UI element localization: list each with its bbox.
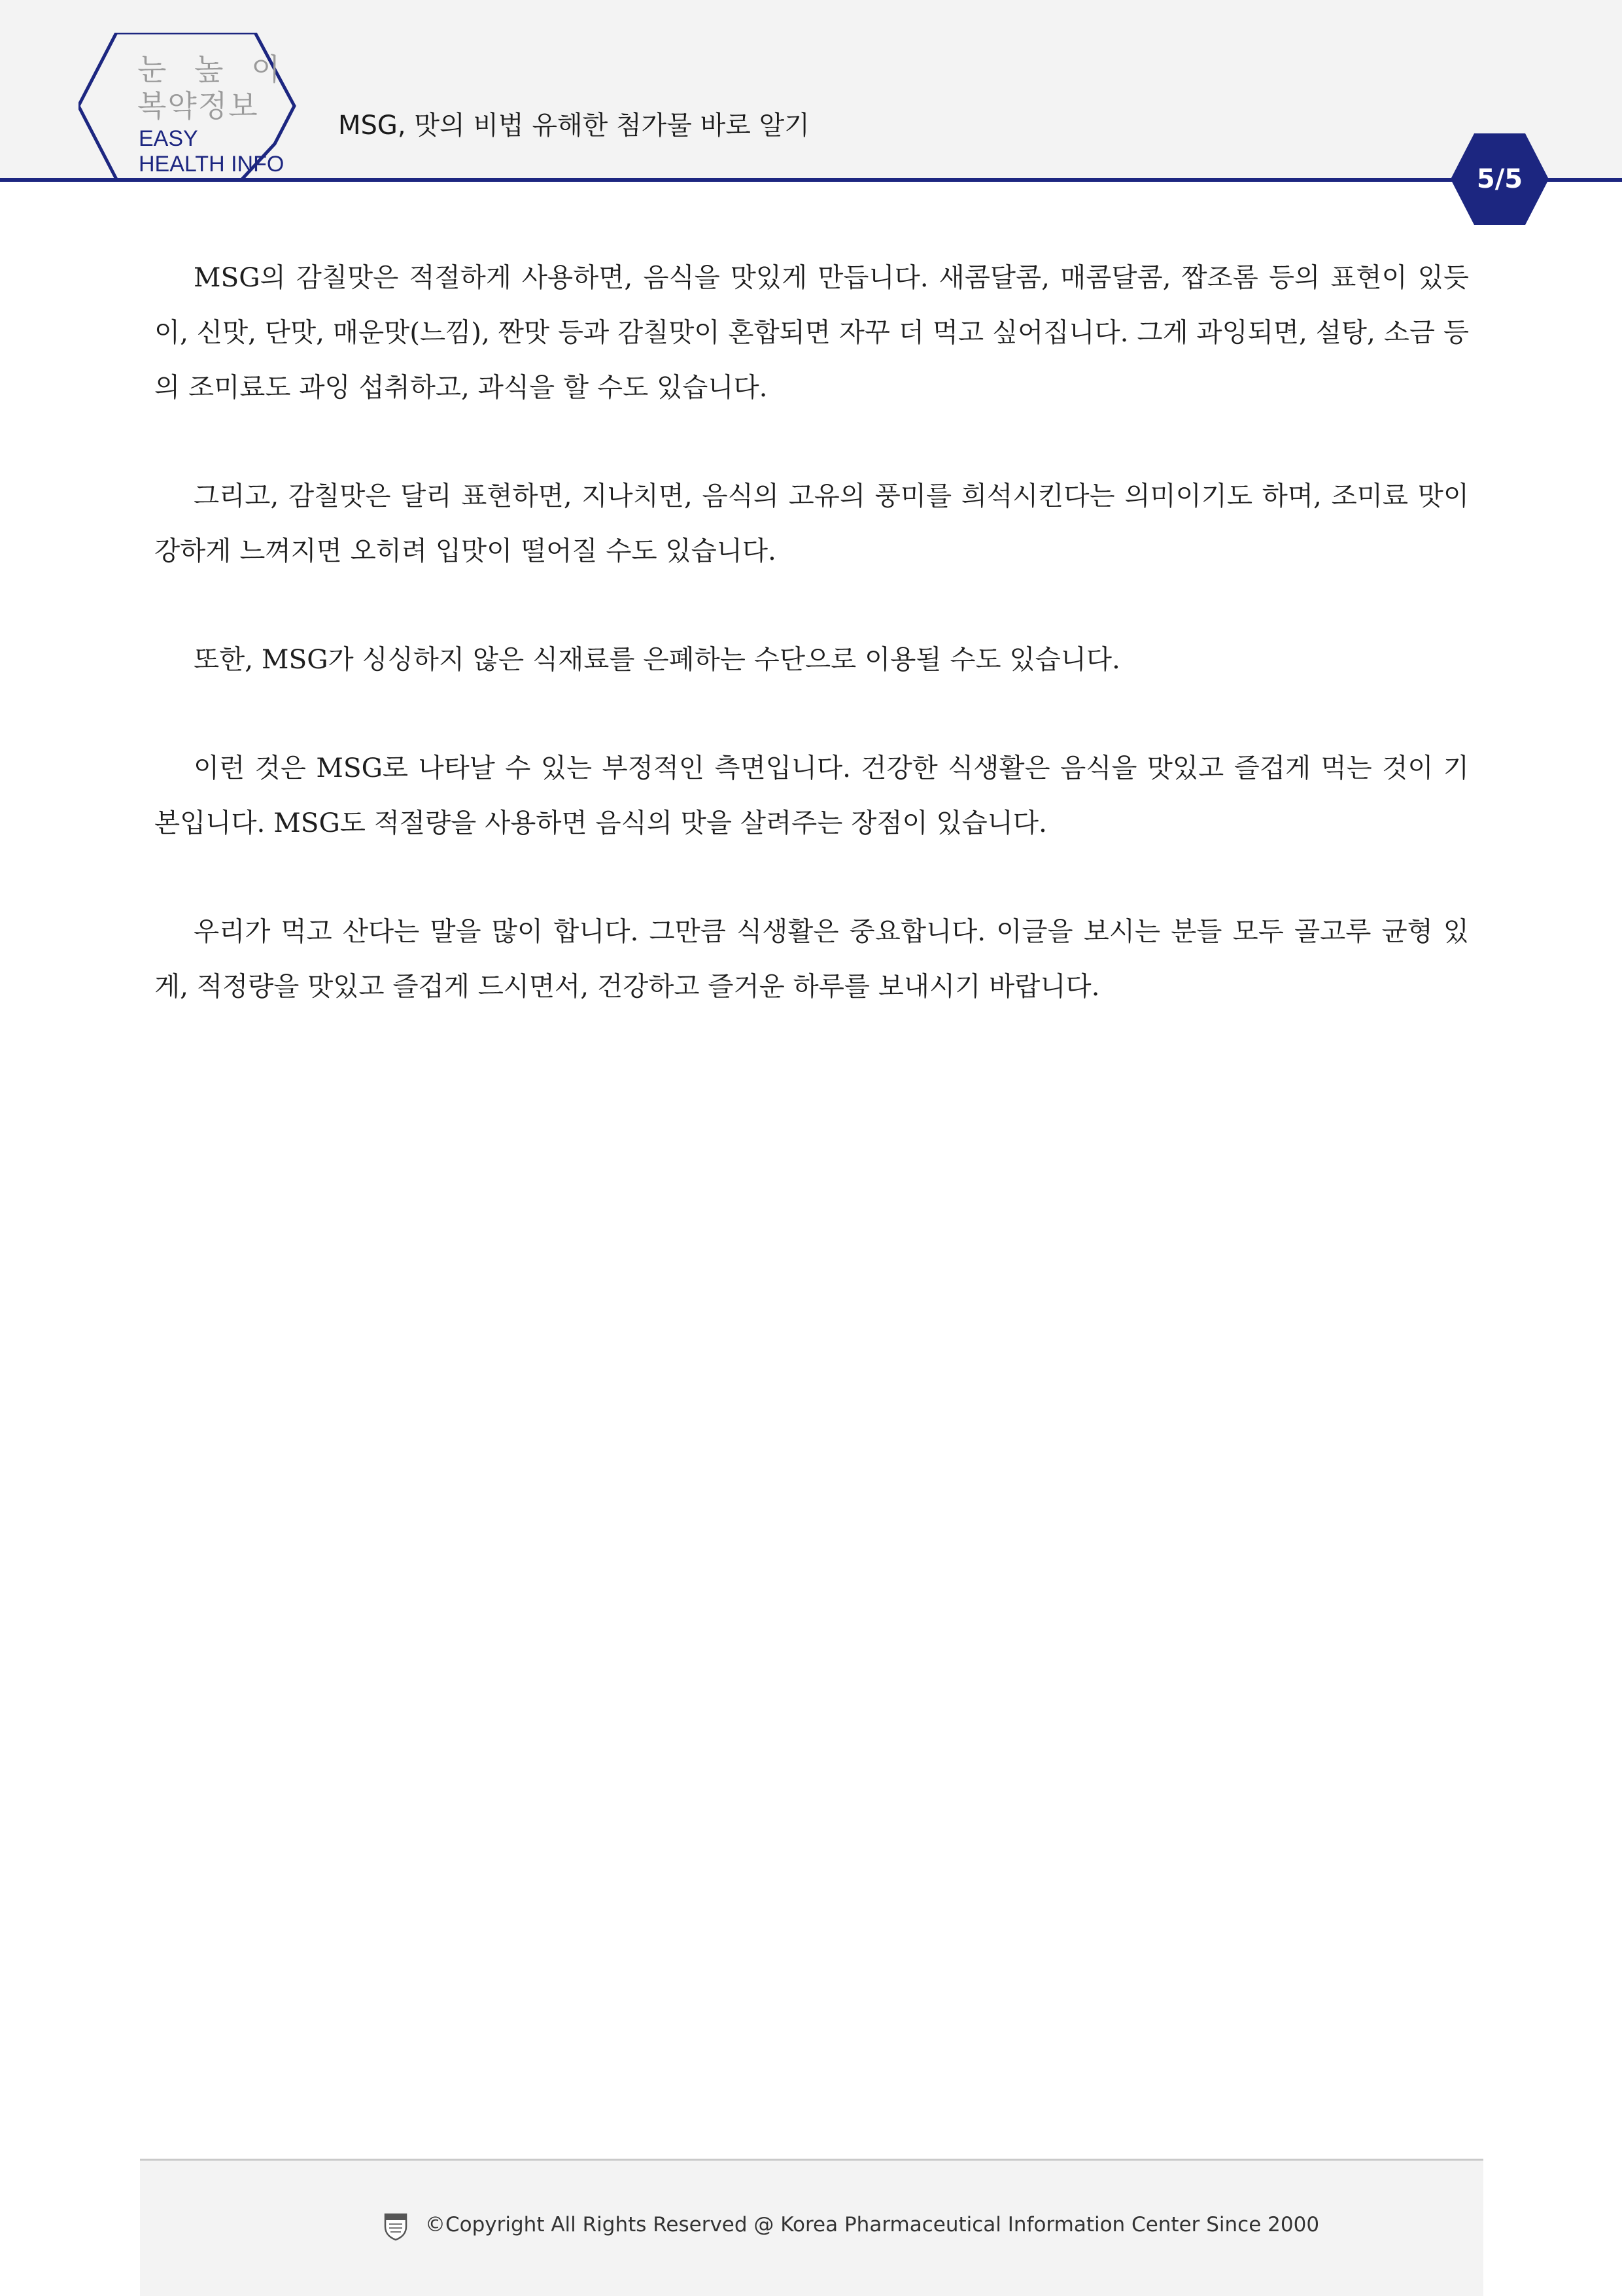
page-number: 5/5 bbox=[1476, 164, 1523, 194]
article-body bbox=[154, 250, 1469, 1067]
copyright-text: ©Copyright All Rights Reserved @ Korea Pharmaceutical Information Center Since 2000 bbox=[425, 2213, 1320, 2236]
paragraph-3: 또한, MSG가 싱싱하지 않은 식재료를 은폐하는 수단으로 이용될 수도 있습니다. bbox=[194, 643, 1120, 675]
shield-crest-icon bbox=[383, 2212, 409, 2241]
document-title: MSG, 맛의 비법 유해한 첨가물 바로 알기 bbox=[338, 111, 810, 141]
logo-english-line1: EASY bbox=[139, 126, 198, 151]
paragraph-5: 우리가 먹고 산다는 말을 많이 합니다. 그만큼 식생활은 중요합니다. 이글을 보시는 분들 모두 골고루 균형 있게, 적정량을 맛있고 즐겁게 드시면서, 건강하고 즐거운 하루를 보내시기 바랍니다. bbox=[154, 916, 1469, 1002]
paragraph-1: MSG의 감칠맛은 적절하게 사용하면, 음식을 맛있게 만듭니다. 새콤달콤, 매콤달콤, 짭조롬 등의 표현이 있듯이, 신맛, 단맛, 매운맛(느낌), 짠맛 등과 감칠맛이 혼합되면 자꾸 더 먹고 싶어집니다. 그게 과잉되면, 설탕, 소금 등의 조미료도 과잉 섭취하고, 과식을 할 수도 있습니다. bbox=[154, 262, 1469, 403]
logo-korean-line2: 복약정보 bbox=[137, 88, 259, 124]
logo-korean-line1: 눈 높 이 bbox=[137, 52, 290, 87]
paragraph-2: 그리고, 감칠맛은 달리 표현하면, 지나치면, 음식의 고유의 풍미를 희석시킨다는 의미이기도 하며, 조미료 맛이 강하게 느껴지면 오히려 입맛이 떨어질 수도 있습니다. bbox=[154, 480, 1469, 566]
paragraph-4: 이런 것은 MSG로 나타날 수 있는 부정적인 측면입니다. 건강한 식생활은 음식을 맛있고 즐겁게 먹는 것이 기본입니다. MSG도 적절량을 사용하면 음식의 맛을 살려주는 장점이 있습니다. bbox=[154, 752, 1469, 838]
logo-english-line2: HEALTH INFO bbox=[139, 152, 285, 177]
